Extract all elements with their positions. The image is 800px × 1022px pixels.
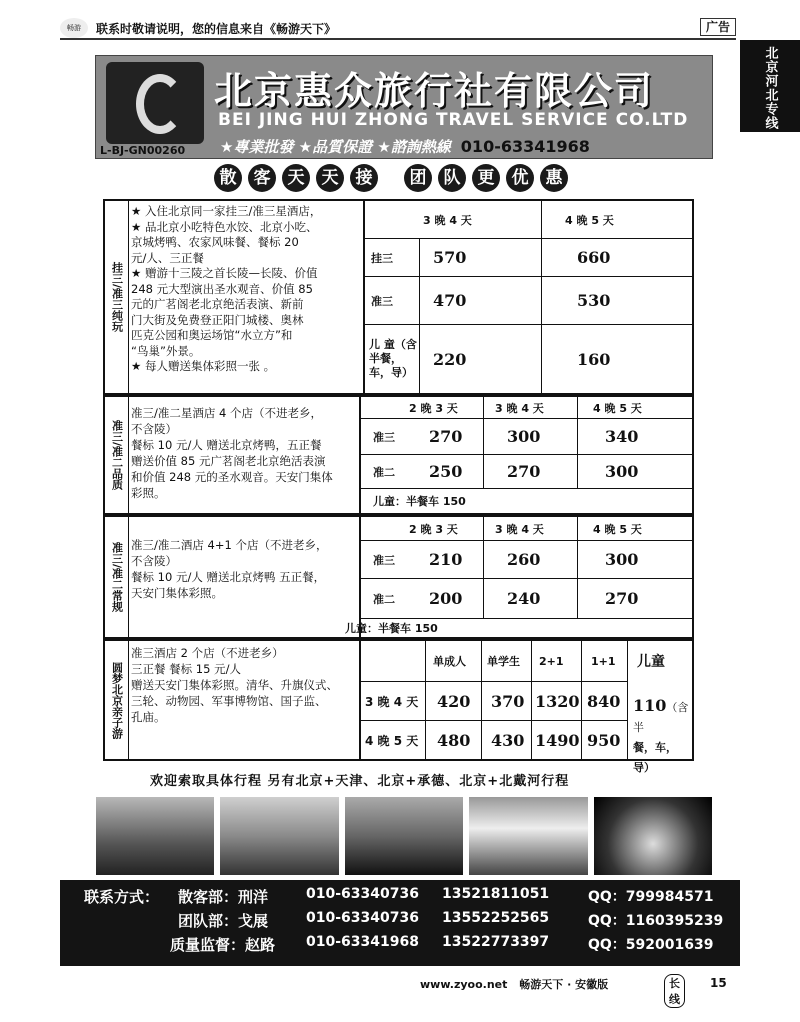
child-price: 儿童：半餐车 150 bbox=[373, 495, 466, 508]
water-cube-photo bbox=[469, 797, 587, 875]
company-name-en: BEI JING HUI ZHONG TRAVEL SERVICE CO.LTD bbox=[218, 110, 689, 130]
contact-box bbox=[60, 880, 740, 966]
tour-block-3 bbox=[103, 515, 694, 639]
child-price: 儿童：半餐车 150 bbox=[345, 622, 438, 635]
footer-section: 长线 bbox=[664, 974, 685, 1008]
ad-tag: 广告 bbox=[700, 18, 736, 36]
contact-label: 联系方式： bbox=[84, 888, 160, 906]
price-table: 2 晚 3 天 3 晚 4 天 4 晚 5 天 准三 210 260 300 准二 200 240 270 儿童：半餐车 150 bbox=[359, 517, 692, 637]
photo-strip bbox=[96, 797, 712, 875]
table-row: 挂三 570 660 bbox=[365, 239, 694, 277]
tiananmen-photo bbox=[96, 797, 214, 875]
table-row: 3 晚 4 天 420 370 1320 840 bbox=[359, 681, 627, 721]
footer-magazine: 畅游天下 · 安徽版 bbox=[519, 978, 609, 991]
tour-label: 挂三/准三纯玩 bbox=[105, 201, 129, 393]
headline: 散 客 天 天 接 团 队 更 优 惠 bbox=[214, 163, 582, 193]
contact-row: 质量监督：赵路 010-63341968 13522773397 QQ：592001639 bbox=[170, 934, 714, 954]
contact-row: 团队部：戈展 010-63340736 13552252565 QQ：1160395239 bbox=[178, 910, 724, 930]
dragon-logo-icon bbox=[106, 62, 204, 144]
tour-block-2 bbox=[103, 395, 694, 515]
table-row: 准三 270 300 340 bbox=[361, 419, 694, 455]
footer-site: www.zyoo.net bbox=[420, 978, 508, 991]
tour-block-4 bbox=[103, 639, 694, 774]
child-price: 110（含半 餐，车，导） bbox=[633, 696, 689, 774]
birds-nest-photo bbox=[594, 797, 712, 875]
price-table: 单成人 单学生 2+1 1+1 儿童 3 晚 4 天 420 370 1320 840 4 晚 5 天 480 430 1490 950 110（含半 餐，车，导） bbox=[359, 681, 692, 759]
page-number: 15 bbox=[710, 976, 727, 990]
header-rule bbox=[60, 38, 736, 40]
license-number: L-BJ-GN00260 bbox=[100, 144, 186, 157]
tour-description: 准三酒店 2 个店（不进老乡） 三正餐 餐标 15 元/人 赠送天安门集体彩照。清华、升旗仪式、 三轮、动物园、军事博物馆、国子监、 孔庙。 bbox=[131, 646, 338, 724]
price-table: 3 晚 4 天 4 晚 5 天 挂三 570 660 准三 470 530 儿 童（含半餐，车，导） 220 160 bbox=[363, 201, 692, 393]
temple-of-heaven-photo bbox=[345, 797, 463, 875]
tour-label: 准三/准二常规 bbox=[105, 517, 129, 637]
tour-block-1 bbox=[103, 199, 694, 395]
table-row: 准三 470 530 bbox=[365, 277, 694, 325]
tour-description: ★ 入住北京同一家挂三/准三星酒店， ★ 品北京小吃特色水饺、北京小吃、 京城烤鸭、农家风味餐、餐标 20 元/人、三正餐 ★ 赠游十三陵之首长陵—长陵、价值 248 元大型演出圣水观音、价值 85 元的广茗阁老北京绝活表演、新前 门大街及免费登正阳门城楼、奥林 匹克公园和奥运场馆“水立方”和 “鸟巢”外景。 ★ 每人赠送集体彩照一张 。 bbox=[131, 204, 322, 373]
tour-label: 准三/准二品质 bbox=[105, 397, 129, 513]
tour-description: 准三/准二星酒店 4 个店（不进老乡， 不含陵） 餐标 10 元/人 赠送北京烤鸭，五正餐 赠送价值 85 元广茗阁老北京绝活表演 和价值 248 元的圣水观音。天安门集体 彩照。 bbox=[131, 406, 333, 500]
table-row: 儿 童（含半餐，车，导） 220 160 bbox=[369, 338, 611, 379]
price-table: 2 晚 3 天 3 晚 4 天 4 晚 5 天 准三 270 300 340 准二 250 270 300 儿童：半餐车 150 bbox=[359, 397, 692, 513]
side-tab: 北京河北专线 bbox=[740, 40, 800, 132]
table-row: 4 晚 5 天 480 430 1490 950 bbox=[365, 730, 621, 750]
great-wall-photo bbox=[220, 797, 338, 875]
hotline: 010-63341968 bbox=[460, 137, 590, 156]
tour-label: 圆梦北京亲子游 bbox=[105, 641, 129, 759]
tour-description: 准三/准二酒店 4+1 个店（不进老乡， 不含陵） 餐标 10 元/人 赠送北京烤鸭 五正餐， 天安门集体彩照。 bbox=[131, 538, 328, 600]
table-row: 准二 200 240 270 bbox=[361, 579, 694, 619]
footer bbox=[420, 976, 727, 1006]
header-note: 联系时敬请说明，您的信息来自《畅游天下》 bbox=[96, 22, 337, 36]
contact-row: 散客部：刑洋 010-63340736 13521811051 QQ：799984571 bbox=[178, 886, 714, 906]
magazine-logo: 畅游 bbox=[60, 18, 88, 38]
company-name-cn: 北京惠众旅行社有限公司 bbox=[214, 69, 655, 113]
slogan: ★專業批發 ★品質保證 ★諮詢熱線 010-63341968 bbox=[220, 137, 590, 156]
table-row: 准三 210 260 300 bbox=[361, 541, 694, 579]
company-banner bbox=[95, 55, 713, 159]
top-bar bbox=[0, 0, 800, 40]
welcome-line: 欢迎索取具体行程 另有北京+天津、北京+承德、北京+北戴河行程 bbox=[150, 774, 570, 789]
table-row: 准二 250 270 300 bbox=[361, 455, 694, 489]
